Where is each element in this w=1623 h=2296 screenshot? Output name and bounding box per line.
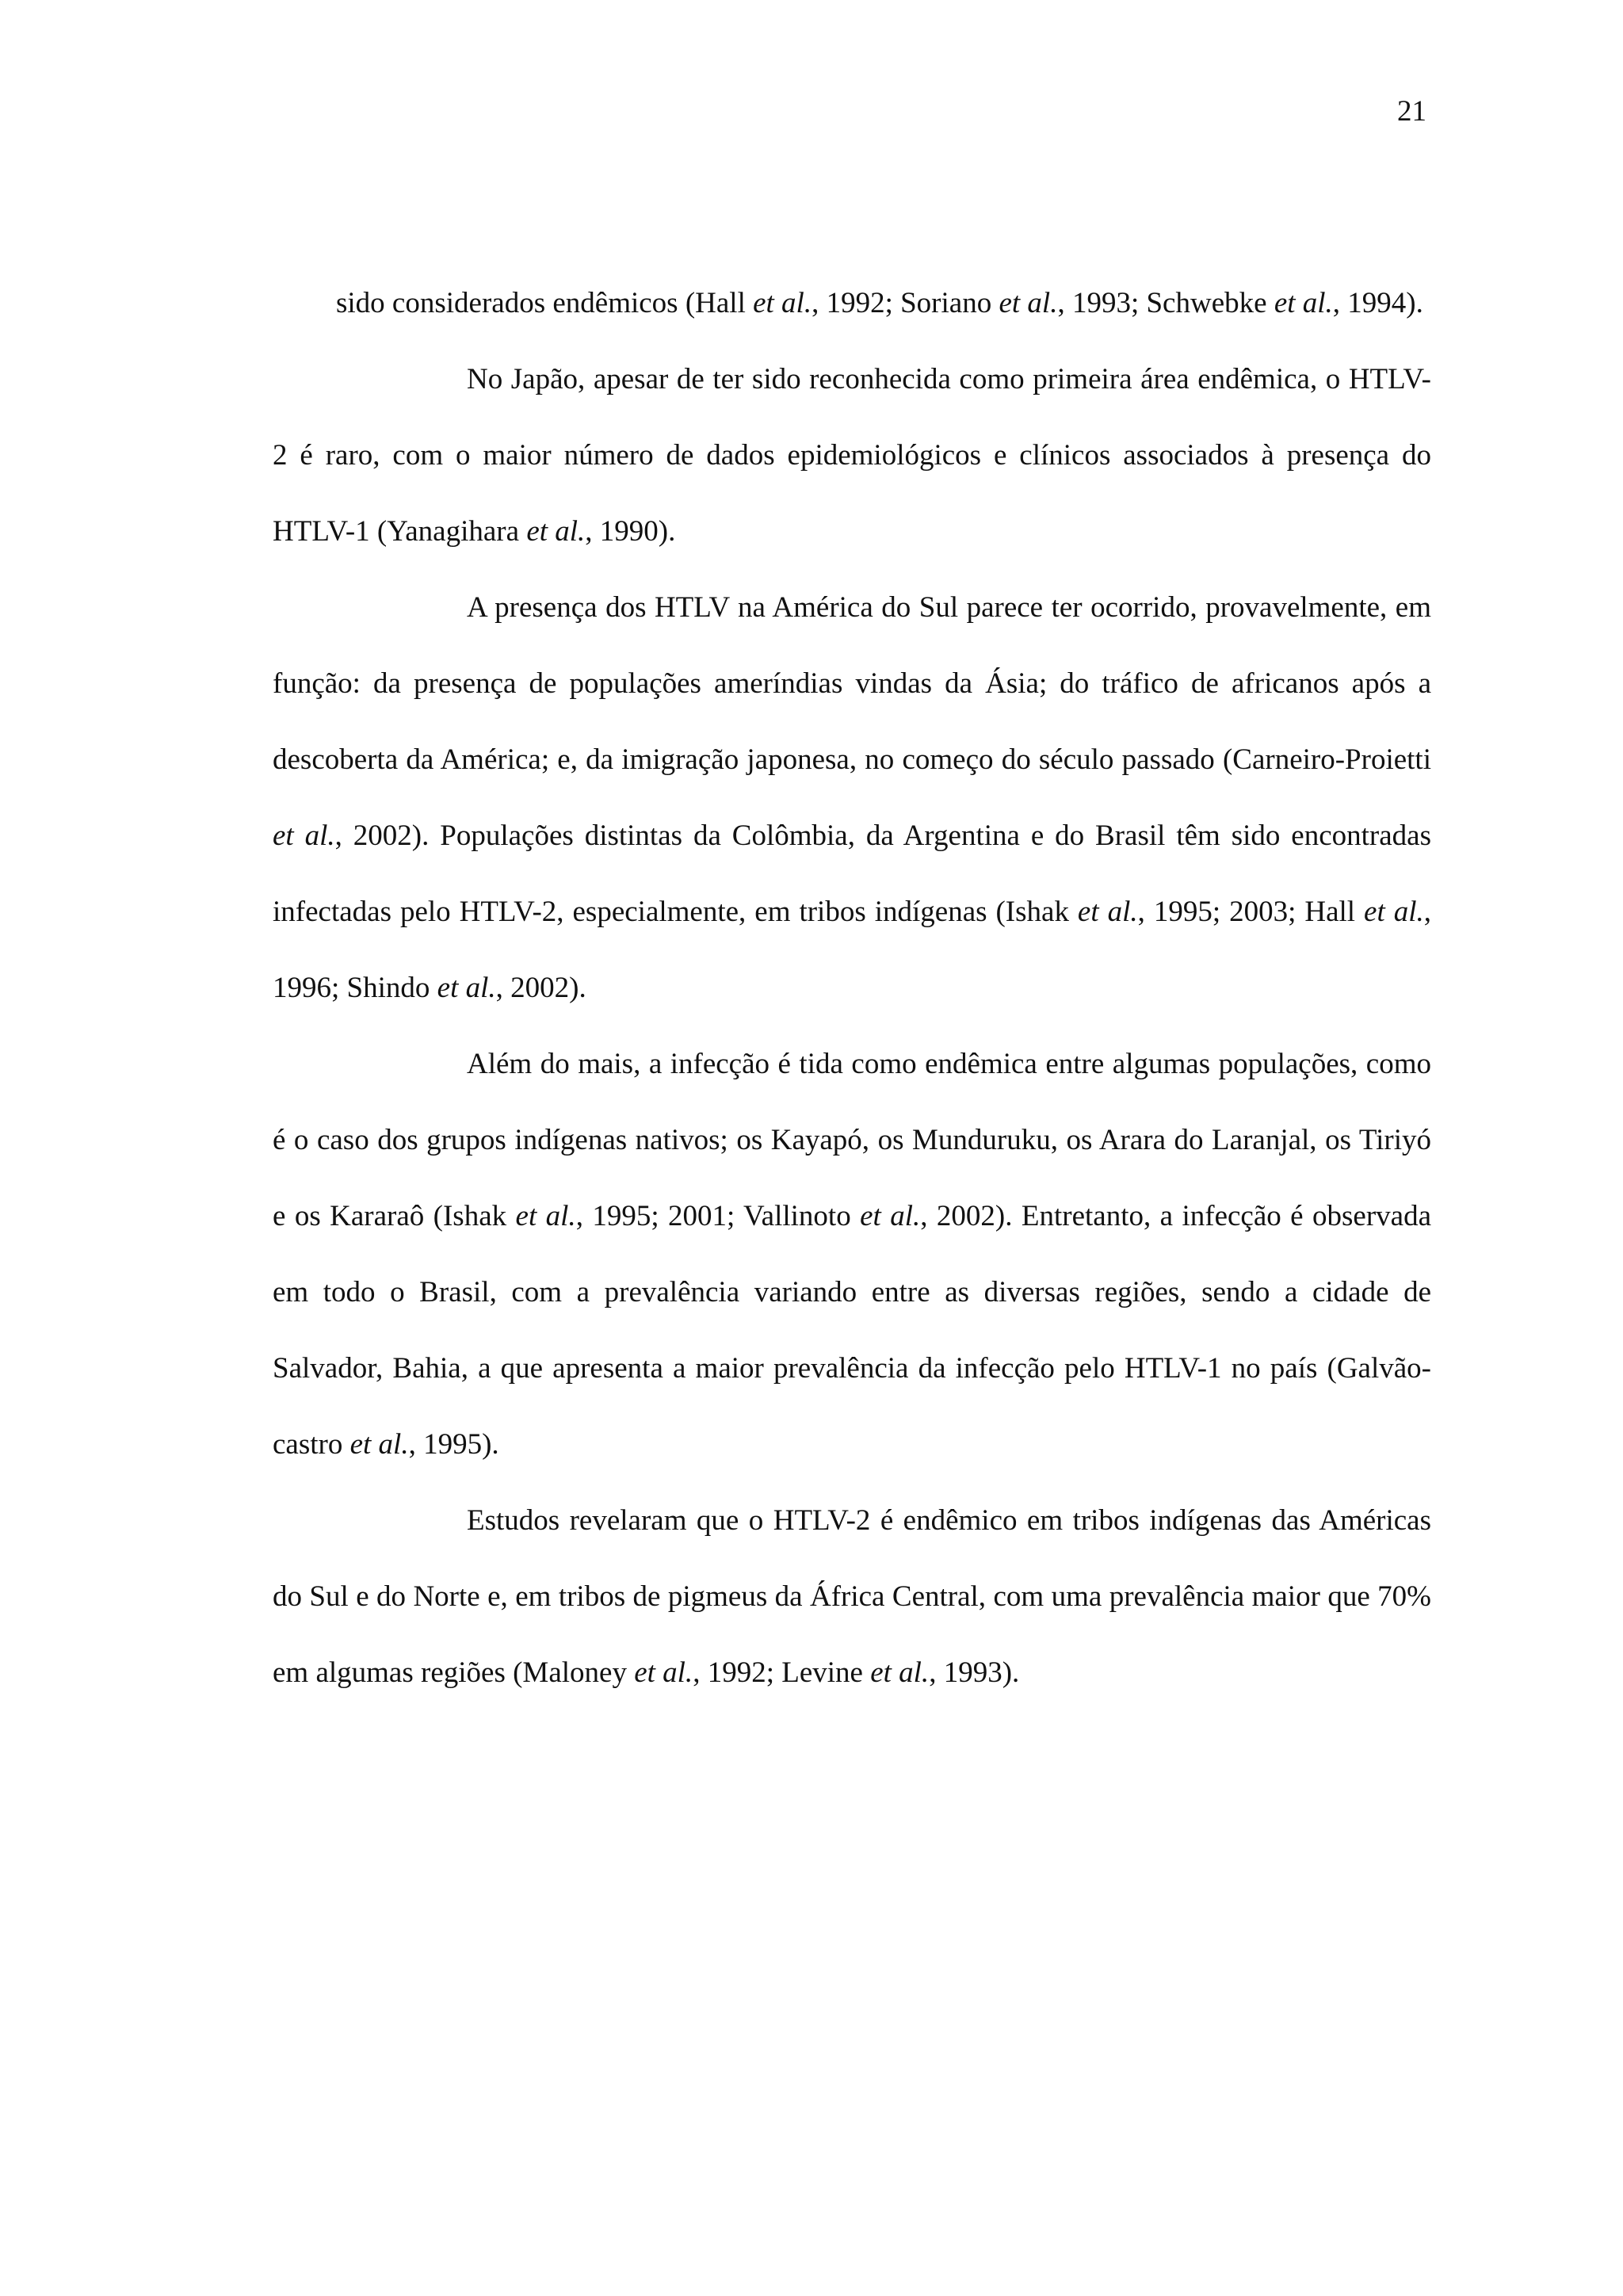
citation-et-al: et al. [1274,287,1333,319]
citation-et-al: et al. [437,972,496,1004]
text-segment: No Japão, apesar de ter sido reconhecida como primeira área endêmica, o HTLV-2 é raro, com o maior número de dados epidemiológicos e clínicos associados à presença do HTLV-1 (Yanagihara [273,363,1431,548]
text-segment: , 1992; Levine [693,1656,871,1689]
text-segment: , 2002). Populações distintas da Colômbia, da Argentina e do Brasil têm sido encontradas infectadas pelo HTLV-2, especialmente, em tribos indígenas (Ishak [273,819,1432,928]
citation-et-al: et al. [515,1200,576,1232]
paragraph [273,342,1431,570]
paragraph [273,1483,1431,1711]
citation-et-al: et al. [860,1200,921,1232]
text-segment: Estudos revelaram que o HTLV-2 é endêmico em tribos indígenas das Américas do Sul e do Norte e, em tribos de pigmeus da África Central, com uma prevalência maior que 70% em algumas regiões (Maloney [273,1504,1431,1689]
citation-et-al: et al. [1077,896,1138,928]
text-segment: Além do mais, a infecção é tida como endêmica entre algumas populações, como é o caso dos grupos indígenas nativos; os Kayapó, os Munduruku, os Arara do Laranjal, os Tiriyó e os Kararaô (Ishak [273,1048,1431,1232]
text-segment: , 1995; 2001; Vallinoto [575,1200,861,1232]
text-segment: , 1993). [929,1656,1020,1689]
citation-et-al: et al. [999,287,1058,319]
paragraph [273,1026,1431,1483]
citation-et-al: et al. [870,1656,930,1689]
text-segment: , 1993; Schwebke [1057,287,1274,319]
text-segment: , 1994). [1332,287,1423,319]
body-text [273,266,1431,1711]
text-segment: , 1992; Soriano [812,287,999,319]
text-segment: , 1995; 2003; Hall [1137,896,1365,928]
text-segment: A presença dos HTLV na América do Sul parece ter ocorrido, provavelmente, em função: da presença de populações ameríndias vindas da Ásia; do tráfico de africanos após a descoberta da América; e, da imigração japonesa, no começo do século passado (Carneiro-Proietti [273,591,1431,776]
text-segment: , 2002). [495,972,586,1004]
page-number: 21 [1397,95,1426,128]
citation-et-al: et al. [753,287,812,319]
paragraph [273,570,1431,1026]
citation-et-al: et al. [1364,896,1424,928]
paragraph [273,266,1431,342]
text-segment: sido considerados endêmicos (Hall [336,287,754,319]
citation-et-al: et al. [273,819,335,852]
citation-et-al: et al. [526,515,586,548]
text-segment: , 1996; Shindo [273,896,1432,1004]
citation-et-al: et al. [634,1656,693,1689]
text-segment: , 1990). [585,515,676,548]
text-segment: , 2002). Entretanto, a infecção é observada em todo o Brasil, com a prevalência variando entre as diversas regiões, sendo a cidade de Salvador, Bahia, a que apresenta a maior prevalência da infecção pelo HTLV-1 no país (Galvão-castro [273,1200,1431,1461]
citation-et-al: et al. [349,1428,409,1461]
text-segment: , 1995). [408,1428,499,1461]
